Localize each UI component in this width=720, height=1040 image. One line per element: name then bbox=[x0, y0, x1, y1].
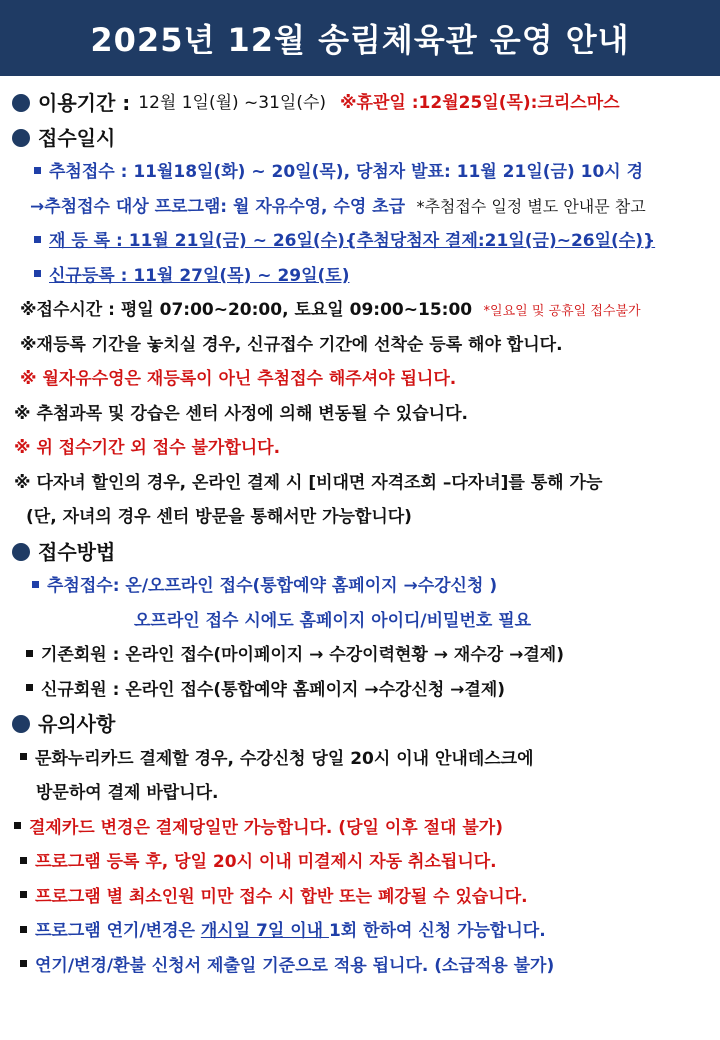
period-row bbox=[0, 86, 720, 121]
bullet-square-icon bbox=[34, 270, 41, 277]
hours-row bbox=[0, 293, 720, 328]
bullet-square-icon bbox=[14, 822, 21, 829]
bullet-square-icon bbox=[34, 236, 41, 243]
bullet-square-icon bbox=[34, 167, 41, 174]
content bbox=[0, 76, 720, 983]
bullet-square-icon bbox=[20, 857, 27, 864]
method-new-text: 신규회원 : 온라인 접수(통합예약 홈페이지 →수강신청 →결제) bbox=[41, 679, 506, 700]
notes-5b-text: 개시일 7일 이내 bbox=[200, 921, 329, 941]
note-3: ※ 추첨과목 및 강습은 센터 사정에 의해 변동될 수 있습니다. bbox=[14, 403, 468, 424]
note-2: ※ 월자유수영은 재등록이 아닌 추첨접수 해주셔야 됩니다. bbox=[20, 369, 457, 389]
bullet-square-icon bbox=[26, 650, 33, 657]
bullet-circle-icon bbox=[12, 94, 30, 112]
lottery-target bbox=[0, 190, 720, 225]
new-dates bbox=[0, 259, 720, 294]
section-notes bbox=[0, 707, 720, 742]
lottery-target-text: →추첨접수 대상 프로그램: 월 자유수영, 수영 초급 bbox=[30, 196, 406, 217]
notes-4 bbox=[0, 880, 720, 915]
lottery-dates bbox=[0, 155, 720, 190]
bullet-circle-icon bbox=[12, 543, 30, 561]
notes-6 bbox=[0, 949, 720, 984]
method-existing bbox=[0, 638, 720, 673]
new-dates-text: 신규등록 : 11월 27일(목) ~ 29일(토) bbox=[49, 265, 350, 286]
bullet-square-icon bbox=[20, 891, 27, 898]
bullet-square-icon bbox=[32, 581, 39, 588]
note-6: (단, 자녀의 경우 센터 방문을 통해서만 가능합니다) bbox=[26, 507, 412, 527]
notes-3 bbox=[0, 845, 720, 880]
bullet-circle-icon bbox=[12, 129, 30, 147]
period-label: 이용기간 : bbox=[38, 91, 131, 116]
reregister-dates bbox=[0, 224, 720, 259]
section-reception-dates bbox=[0, 121, 720, 156]
section-title: 접수일시 bbox=[38, 125, 116, 150]
notes-1a-text: 문화누리카드 결제할 경우, 수강신청 당일 20시 이내 안내데스크에 bbox=[35, 748, 534, 769]
note-1: ※재등록 기간을 놓치실 경우, 신규접수 기간에 선착순 등록 해야 합니다. bbox=[20, 334, 563, 355]
notes-1a bbox=[0, 742, 720, 777]
period-value: 12월 1일(월) ~31일(수) bbox=[138, 93, 327, 114]
method-lottery-text: 추첨접수: 온/오프라인 접수(통합예약 홈페이지 →수강신청 ) bbox=[47, 576, 498, 596]
notes-4-text: 프로그램 별 최소인원 미만 접수 시 합반 또는 폐강될 수 있습니다. bbox=[35, 886, 528, 907]
method-new bbox=[0, 673, 720, 708]
bullet-square-icon bbox=[20, 960, 27, 967]
method-lottery-2: 오프라인 접수 시에도 홈페이지 아이디/비밀번호 필요 bbox=[134, 610, 532, 631]
notes-2-text: 결제카드 변경은 결제당일만 가능합니다. (당일 이후 절대 불가) bbox=[29, 817, 503, 838]
method-existing-text: 기존회원 : 온라인 접수(마이페이지 → 수강이력현황 → 재수강 →결제) bbox=[41, 645, 564, 665]
method-lottery bbox=[0, 569, 720, 604]
notes-5 bbox=[0, 914, 720, 949]
notes-5a-text: 프로그램 연기/변경은 bbox=[35, 921, 201, 941]
hours-note: *일요일 및 공휴일 접수불가 bbox=[483, 304, 641, 319]
note-5: ※ 다자녀 할인의 경우, 온라인 결제 시 [비대면 자격조회 –다자녀]를 통해 가능 bbox=[14, 472, 603, 493]
bullet-square-icon bbox=[20, 926, 27, 933]
notes-2 bbox=[0, 811, 720, 846]
bullet-square-icon bbox=[26, 684, 33, 691]
notes-3-text: 프로그램 등록 후, 당일 20시 이내 미결제시 자동 취소됩니다. bbox=[35, 852, 497, 872]
section-method bbox=[0, 535, 720, 570]
notes-1b: 방문하여 결제 바랍니다. bbox=[36, 783, 219, 803]
section-title: 유의사항 bbox=[38, 712, 116, 737]
bullet-circle-icon bbox=[12, 715, 30, 733]
notes-6-text: 연기/변경/환불 신청서 제출일 기준으로 적용 됩니다. (소급적용 불가) bbox=[35, 955, 555, 976]
closed-day: ※휴관일 :12월25일(목):크리스마스 bbox=[340, 93, 620, 114]
page-title: 2025년 12월 송림체육관 운영 안내 bbox=[90, 21, 630, 59]
hours-text: ※접수시간 : 평일 07:00~20:00, 토요일 09:00~15:00 bbox=[20, 300, 473, 320]
notes-5c-text: 1회 한하여 신청 가능합니다. bbox=[328, 921, 546, 941]
reregister-text: 재 등 록 : 11월 21일(금) ~ 26일(수){추첨당첨자 결제:21일(금)~26일(수)} bbox=[49, 231, 656, 251]
lottery-dates-text: 추첨접수 : 11월18일(화) ~ 20일(목), 당첨자 발표: 11월 21일(금) 10시 경 bbox=[49, 162, 644, 182]
note-4: ※ 위 접수기간 외 접수 불가합니다. bbox=[14, 438, 281, 458]
lottery-note: *추첨접수 일정 별도 안내문 참고 bbox=[416, 196, 646, 216]
page-header bbox=[0, 0, 720, 76]
bullet-square-icon bbox=[20, 753, 27, 760]
section-title: 접수방법 bbox=[38, 539, 116, 564]
